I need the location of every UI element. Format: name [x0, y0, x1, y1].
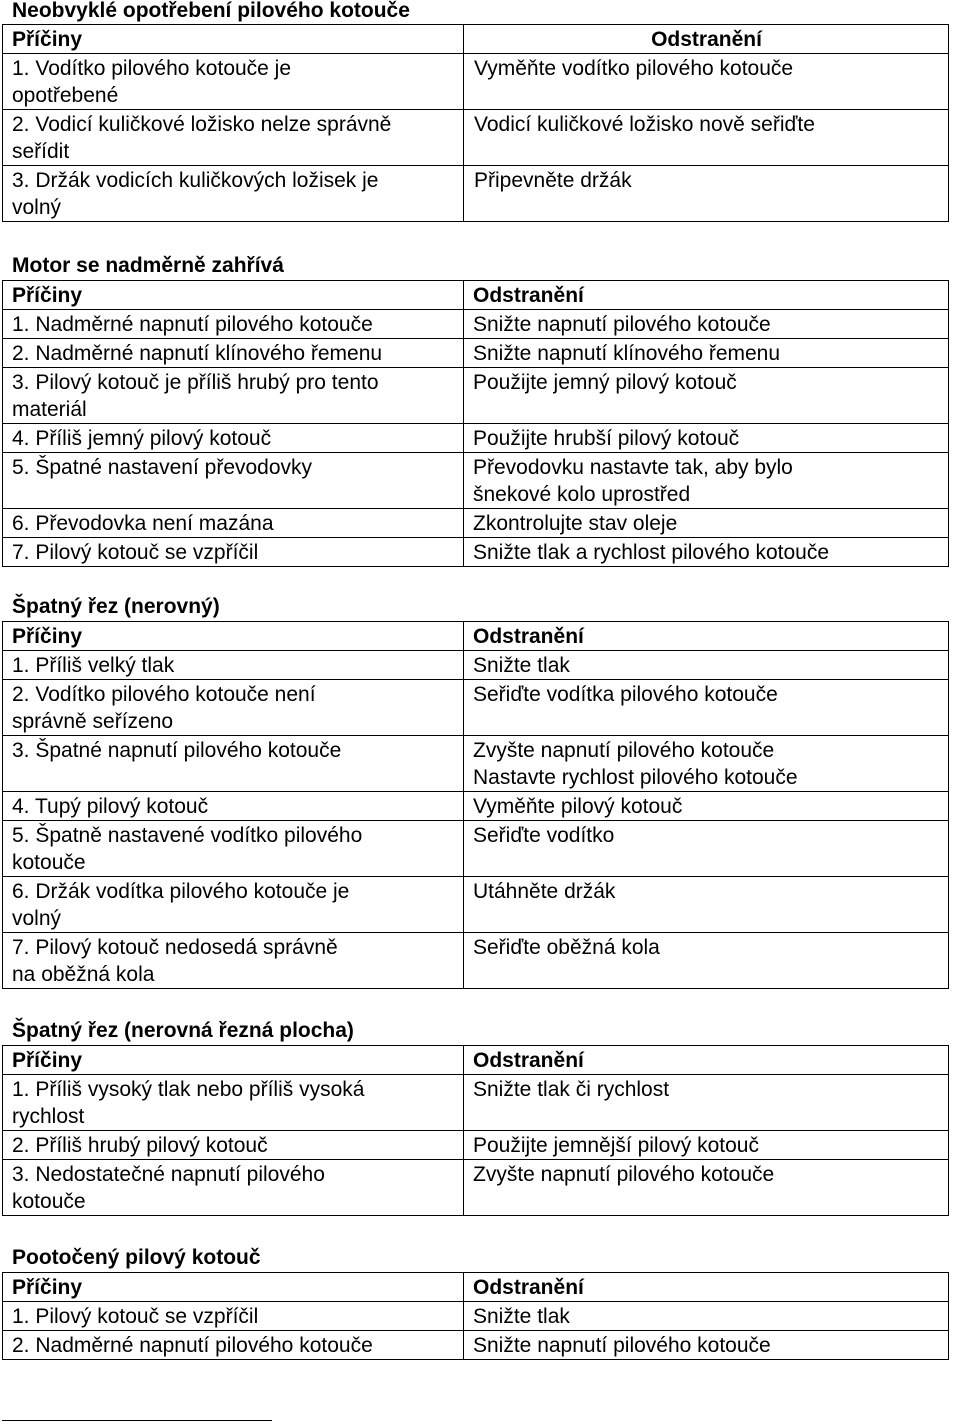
- cause-cell: 2. Nadměrné napnutí klínového řemenu: [3, 339, 464, 368]
- table-header-row: [3, 1046, 949, 1075]
- remedy-cell: Zvyšte napnutí pilového kotouče Nastavte rychlost pilového kotouče: [464, 736, 949, 792]
- troubleshooting-table: [2, 1045, 949, 1216]
- table-row: [3, 453, 949, 509]
- cause-cell: 1. Pilový kotouč se vzpříčil: [3, 1302, 464, 1331]
- remedy-header: Odstranění: [464, 1273, 949, 1302]
- remedy-cell: Připevněte držák: [464, 166, 949, 222]
- cause-cell: 2. Vodicí kuličkové ložisko nelze správně seřídit: [3, 110, 464, 166]
- causes-header: Příčiny: [3, 25, 464, 54]
- cause-cell: 5. Špatně nastavené vodítko pilového kotouče: [3, 821, 464, 877]
- remedy-cell: Vyměňte pilový kotouč: [464, 792, 949, 821]
- cause-cell: 1. Nadměrné napnutí pilového kotouče: [3, 310, 464, 339]
- troubleshooting-table: [2, 280, 949, 567]
- remedy-cell: Seřiďte vodítko: [464, 821, 949, 877]
- table-row: [3, 368, 949, 424]
- cause-cell: 1. Vodítko pilového kotouče je opotřebené: [3, 54, 464, 110]
- remedy-cell: Snižte napnutí pilového kotouče: [464, 1331, 949, 1360]
- remedy-cell: Seřiďte oběžná kola: [464, 933, 949, 989]
- table-header-row: [3, 281, 949, 310]
- remedy-cell: Utáhněte držák: [464, 877, 949, 933]
- remedy-cell: Snižte tlak: [464, 1302, 949, 1331]
- table-row: [3, 933, 949, 989]
- remedy-cell: Zvyšte napnutí pilového kotouče: [464, 1160, 949, 1216]
- remedy-cell: Snižte napnutí klínového řemenu: [464, 339, 949, 368]
- remedy-header: Odstranění: [464, 622, 949, 651]
- table-row: [3, 538, 949, 567]
- cause-cell: 5. Špatné nastavení převodovky: [3, 453, 464, 509]
- remedy-cell: Převodovku nastavte tak, aby bylo šnekové kolo uprostřed: [464, 453, 949, 509]
- table-row: [3, 1331, 949, 1360]
- cause-cell: 1. Příliš vysoký tlak nebo příliš vysoká rychlost: [3, 1075, 464, 1131]
- table-row: [3, 54, 949, 110]
- remedy-cell: Snižte tlak či rychlost: [464, 1075, 949, 1131]
- section-title: Motor se nadměrně zahřívá: [12, 254, 284, 277]
- table-row: [3, 1302, 949, 1331]
- cause-cell: 2. Vodítko pilového kotouče není správně seřízeno: [3, 680, 464, 736]
- cause-cell: 2. Příliš hrubý pilový kotouč: [3, 1131, 464, 1160]
- table-header-row: [3, 1273, 949, 1302]
- table-row: [3, 110, 949, 166]
- cause-cell: 4. Tupý pilový kotouč: [3, 792, 464, 821]
- section-title: Špatný řez (nerovná řezná plocha): [12, 1019, 354, 1042]
- remedy-header: Odstranění: [464, 25, 949, 54]
- remedy-cell: Vodicí kuličkové ložisko nově seřiďte: [464, 110, 949, 166]
- footnote-separator: [2, 1420, 272, 1421]
- cause-cell: 6. Převodovka není mazána: [3, 509, 464, 538]
- remedy-cell: Seřiďte vodítka pilového kotouče: [464, 680, 949, 736]
- cause-cell: 7. Pilový kotouč se vzpříčil: [3, 538, 464, 567]
- table-row: [3, 736, 949, 792]
- cause-cell: 3. Nedostatečné napnutí pilového kotouče: [3, 1160, 464, 1216]
- table-row: [3, 651, 949, 680]
- table-row: [3, 1131, 949, 1160]
- cause-cell: 1. Příliš velký tlak: [3, 651, 464, 680]
- causes-header: Příčiny: [3, 622, 464, 651]
- causes-header: Příčiny: [3, 281, 464, 310]
- remedy-cell: Použijte jemnější pilový kotouč: [464, 1131, 949, 1160]
- troubleshooting-table: [2, 24, 949, 222]
- cause-cell: 7. Pilový kotouč nedosedá správně na oběžná kola: [3, 933, 464, 989]
- table-row: [3, 339, 949, 368]
- table-row: [3, 424, 949, 453]
- table-row: [3, 1160, 949, 1216]
- table-row: [3, 821, 949, 877]
- table-header-row: [3, 622, 949, 651]
- remedy-cell: Zkontrolujte stav oleje: [464, 509, 949, 538]
- table-row: [3, 509, 949, 538]
- table-row: [3, 310, 949, 339]
- cause-cell: 6. Držák vodítka pilového kotouče je volný: [3, 877, 464, 933]
- table-row: [3, 1075, 949, 1131]
- cause-cell: 4. Příliš jemný pilový kotouč: [3, 424, 464, 453]
- cause-cell: 3. Pilový kotouč je příliš hrubý pro tento materiál: [3, 368, 464, 424]
- section-title: Pootočený pilový kotouč: [12, 1246, 261, 1269]
- cause-cell: 3. Držák vodicích kuličkových ložisek je volný: [3, 166, 464, 222]
- remedy-cell: Použijte hrubší pilový kotouč: [464, 424, 949, 453]
- remedy-cell: Snižte tlak a rychlost pilového kotouče: [464, 538, 949, 567]
- remedy-cell: Snižte napnutí pilového kotouče: [464, 310, 949, 339]
- remedy-cell: Použijte jemný pilový kotouč: [464, 368, 949, 424]
- table-row: [3, 680, 949, 736]
- remedy-cell: Vyměňte vodítko pilového kotouče: [464, 54, 949, 110]
- section-title: Špatný řez (nerovný): [12, 595, 220, 618]
- table-row: [3, 792, 949, 821]
- section-title: Neobvyklé opotřebení pilového kotouče: [12, 0, 410, 22]
- cause-cell: 3. Špatné napnutí pilového kotouče: [3, 736, 464, 792]
- troubleshooting-table: [2, 621, 949, 989]
- remedy-cell: Snižte tlak: [464, 651, 949, 680]
- troubleshooting-table: [2, 1272, 949, 1360]
- cause-cell: 2. Nadměrné napnutí pilového kotouče: [3, 1331, 464, 1360]
- table-row: [3, 166, 949, 222]
- table-header-row: [3, 25, 949, 54]
- causes-header: Příčiny: [3, 1046, 464, 1075]
- causes-header: Příčiny: [3, 1273, 464, 1302]
- remedy-header: Odstranění: [464, 281, 949, 310]
- table-row: [3, 877, 949, 933]
- remedy-header: Odstranění: [464, 1046, 949, 1075]
